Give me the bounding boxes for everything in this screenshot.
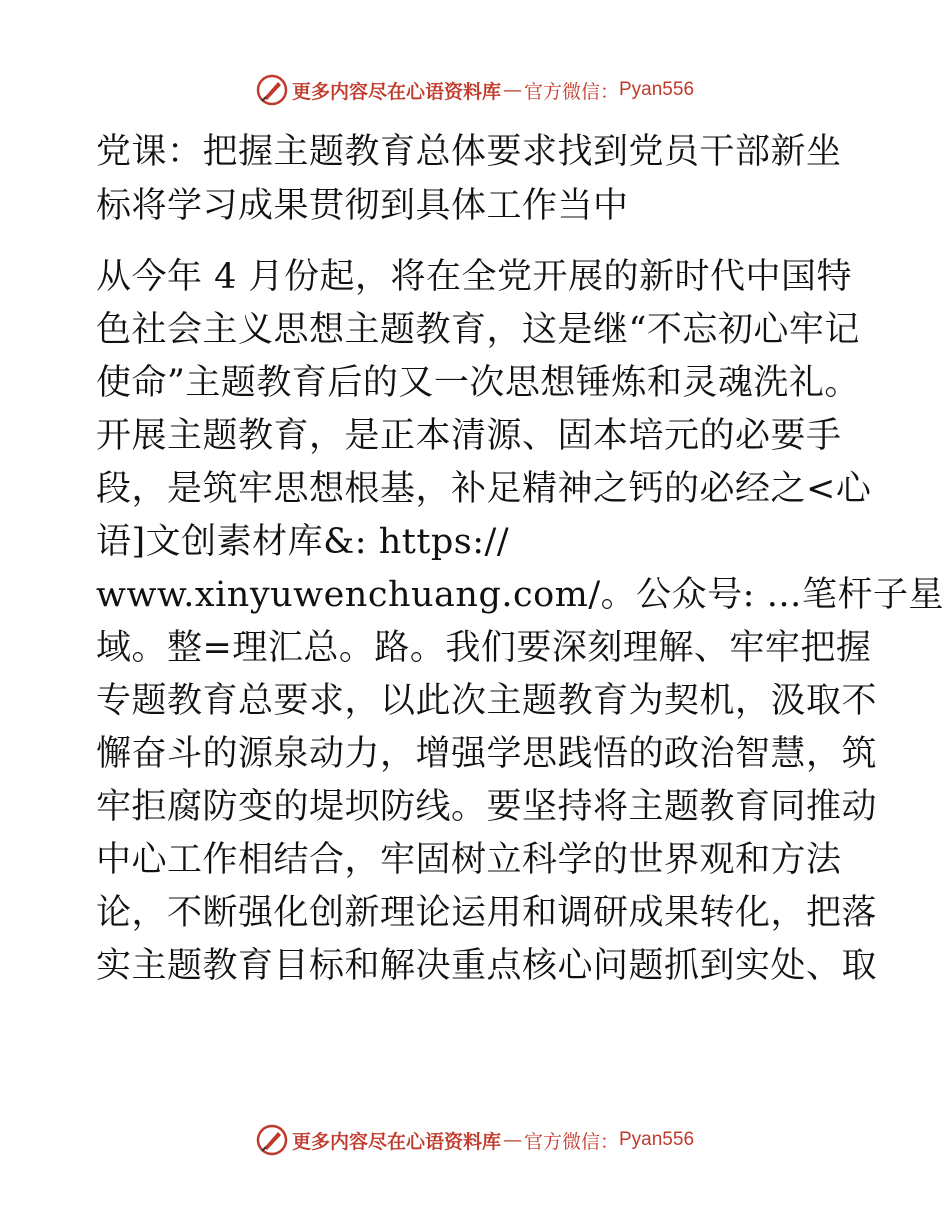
- body-line: 段，是筑牢思想根基，补足精神之钙的必经之<心: [96, 469, 872, 509]
- body-line: 懈奋斗的源泉动力，增强学思践悟的政治智慧，筑: [96, 734, 878, 774]
- banner-wechat-id: Pyan556: [619, 1129, 695, 1150]
- body-line: 从今年 4 月份起，将在全党开展的新时代中国特: [96, 257, 853, 297]
- document-body: [96, 251, 945, 993]
- body-line: 牢拒腐防变的堤坝防线。要坚持将主题教育同推动: [96, 787, 878, 827]
- body-line: 实主题教育目标和解决重点核心问题抓到实处、取: [96, 946, 878, 986]
- body-line: 开展主题教育，是正本清源、固本培元的必要手: [96, 416, 842, 456]
- banner-separator: —: [502, 79, 522, 101]
- banner-main-text: 更多内容尽在心语资料库: [291, 1130, 501, 1153]
- document-content: [96, 125, 945, 993]
- header-banner: [0, 70, 950, 110]
- quill-logo-icon: [256, 1124, 288, 1156]
- quill-logo-icon: [256, 74, 288, 106]
- banner-wechat-id: Pyan556: [619, 79, 695, 100]
- body-line: 中心工作相结合，牢固树立科学的世界观和方法: [96, 840, 842, 880]
- document-title: [96, 125, 856, 233]
- body-line: 使命”主题教育后的又一次思想锤炼和灵魂洗礼。: [96, 363, 860, 403]
- title-line: 标将学习成果贯彻到具体工作当中: [96, 186, 629, 226]
- body-line: 专题教育总要求，以此次主题教育为契机，汲取不: [96, 681, 878, 721]
- body-line: www.xinyuwenchuang.com/。公众号: …笔杆子星: [96, 575, 945, 615]
- banner-wechat-label: 官方微信：: [523, 1130, 619, 1153]
- banner-wechat-label: 官方微信：: [523, 80, 619, 103]
- title-line: 党课：把握主题教育总体要求找到党员干部新坐: [96, 132, 842, 172]
- banner-separator: —: [502, 1129, 522, 1151]
- footer-banner: [0, 1120, 950, 1160]
- body-line: 论，不断强化创新理论运用和调研成果转化，把落: [96, 893, 878, 933]
- banner-main-text: 更多内容尽在心语资料库: [291, 80, 501, 103]
- body-line: 语]文创素材库&: https://: [96, 522, 510, 562]
- body-line: 色社会主义思想主题教育，这是继“不忘初心牢记: [96, 310, 860, 350]
- body-line: 域。整=理汇总。路。我们要深刻理解、牢牢把握: [96, 628, 872, 668]
